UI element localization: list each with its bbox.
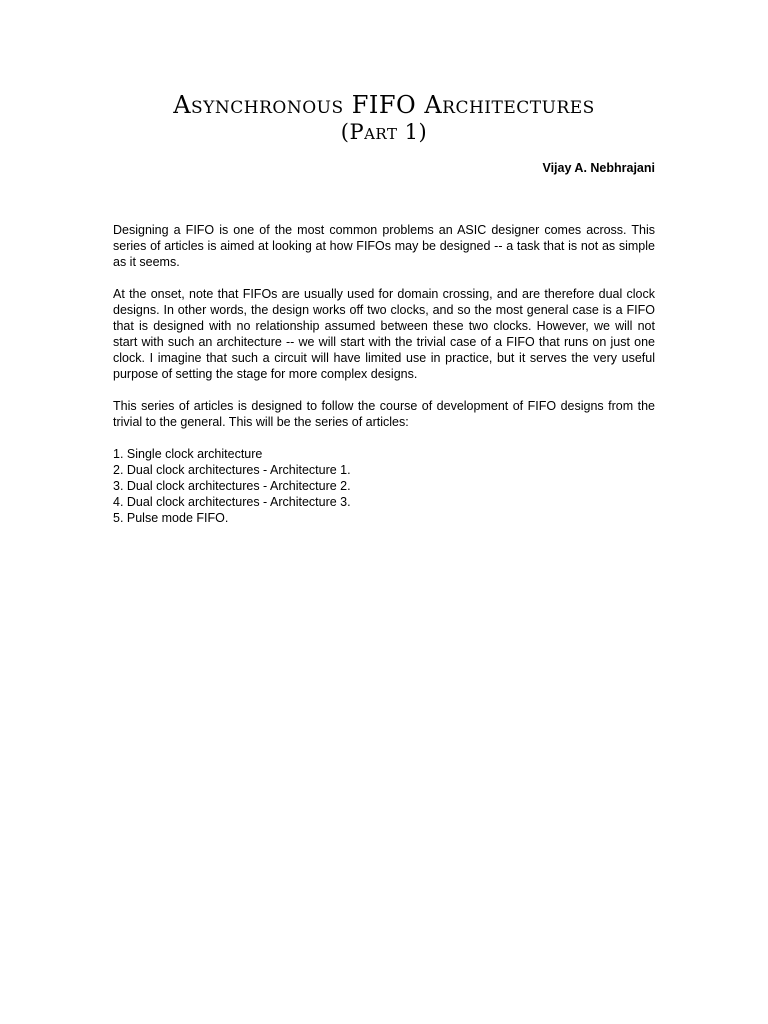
paragraph-onset: At the onset, note that FIFOs are usually used for domain crossing, and are therefore dual clock designs. In other words, the design works off two clocks, and so the most general case is a FIFO that is designed with no relationship assumed between these two clocks. However, we will not start with such an architecture -- we will start with the trivial case of a FIFO that runs on just one clock. I imagine that such a circuit will have limited use in practice, but it serves the very useful purpose of setting the stage for more complex designs. [113,287,655,381]
list-item: 2. Dual clock architectures - Architecture 1. [113,463,351,477]
list-item: 4. Dual clock architectures - Architecture 3. [113,495,351,509]
document-title: Asynchronous FIFO Architectures [173,91,595,119]
article-list [113,446,655,526]
paragraph-series: This series of articles is designed to follow the course of development of FIFO designs from the trivial to the general. This will be the series of articles: [113,399,655,429]
list-item: 5. Pulse mode FIFO. [113,511,229,525]
paragraph-intro: Designing a FIFO is one of the most common problems an ASIC designer comes across. This series of articles is aimed at looking at how FIFOs may be designed -- a task that is not as simple as it seems. [113,223,655,269]
author-name: Vijay A. Nebhrajani [542,161,655,175]
article-body [113,222,655,526]
list-item: 3. Dual clock architectures - Architecture 2. [113,479,351,493]
list-item: 1. Single clock architecture [113,447,263,461]
document-subtitle: (Part 1) [340,120,428,144]
